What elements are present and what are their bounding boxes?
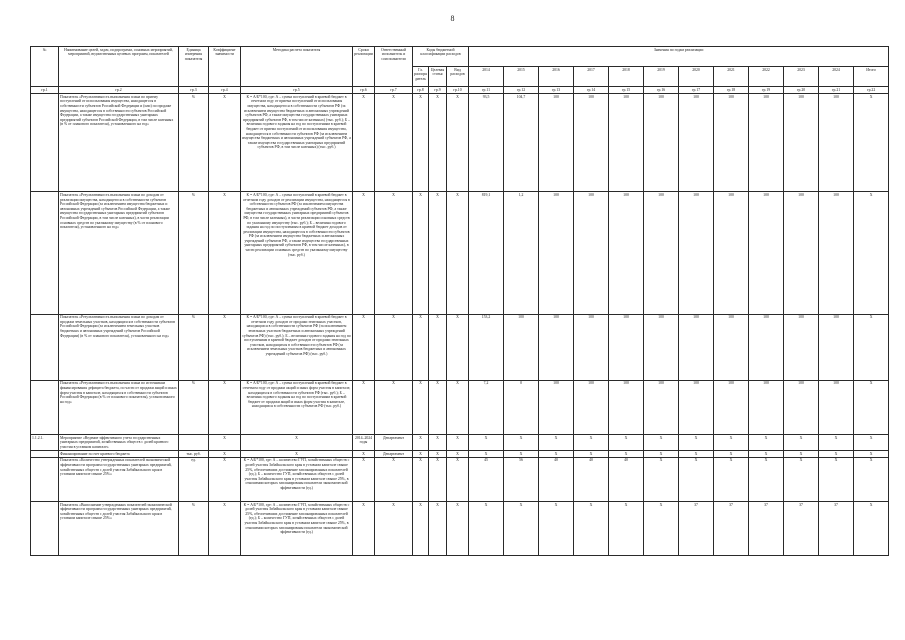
- column-number-19: гр.19: [749, 87, 784, 94]
- row-value-2022: Х: [749, 451, 784, 458]
- row-value-2014: 45: [469, 457, 504, 501]
- row-value-2017: 100: [574, 94, 609, 192]
- hdr-num: №: [31, 47, 59, 87]
- row-value-2018: Х: [609, 434, 644, 450]
- row-budget-code-3: Х: [447, 502, 469, 556]
- row-value-2019: 100: [644, 94, 679, 192]
- row-name: Показатель «Выполнение утвержденных показателей экономической эффективности программ государственных унитарных предприятий, хозяйственных обществ с долей участия Забайкальского края в уставном капитале свыше 25%»: [59, 502, 179, 556]
- hdr-coef: Коэффициент значимости: [209, 47, 241, 87]
- table-row: [31, 192, 889, 314]
- row-budget-code-1: Х: [413, 434, 429, 450]
- row-value-Итого: Х: [854, 434, 889, 450]
- row-unit: %: [179, 94, 209, 192]
- row-value-2018: Х: [609, 502, 644, 556]
- row-value-2016: 100: [539, 314, 574, 380]
- row-budget-code-3: Х: [447, 434, 469, 450]
- column-number-row: [31, 87, 889, 94]
- column-number-3: гр.3: [179, 87, 209, 94]
- row-value-2019: Х: [644, 457, 679, 501]
- row-value-2024: 100: [819, 314, 854, 380]
- row-name: Мероприятие «Ведение эффективного учета государственных унитарных предприятий, хозяйственных обществ с долей краевого участия в уставном капитале»: [59, 434, 179, 450]
- row-number: [31, 192, 59, 314]
- row-value-2015: 100: [504, 314, 539, 380]
- row-budget-code-3: Х: [447, 457, 469, 501]
- hdr-year-10: 2023: [784, 67, 819, 87]
- row-budget-code-2: Х: [429, 457, 447, 501]
- row-budget-code-2: Х: [429, 192, 447, 314]
- row-name: Показатель «Результативность выполнения плана по источникам финансирования дефицита бюджета, по части от продажи акций и иных форм участия в капитале, находящихся в собственности субъектов Российской Федерации (в % от планового показателя), установленного на год»: [59, 380, 179, 434]
- row-value-2021: Х: [714, 457, 749, 501]
- row-value-2016: Х: [539, 502, 574, 556]
- row-value-Итого: Х: [854, 380, 889, 434]
- row-budget-code-3: Х: [447, 192, 469, 314]
- row-value-Итого: Х: [854, 451, 889, 458]
- hdr-year-6: 2019: [644, 67, 679, 87]
- hdr-year-5: 2018: [609, 67, 644, 87]
- row-budget-code-1: Х: [413, 192, 429, 314]
- row-value-2023: 100: [784, 380, 819, 434]
- row-value-2016: 100: [539, 192, 574, 314]
- row-value-2021: 100: [714, 94, 749, 192]
- row-number: 1.1.2.1.: [31, 434, 59, 450]
- column-number-22: гр.22: [854, 87, 889, 94]
- row-value-2023: 37: [784, 502, 819, 556]
- row-value-2019: 100: [644, 192, 679, 314]
- row-value-2015: 1,2: [504, 192, 539, 314]
- row-value-2015: 56: [504, 457, 539, 501]
- page-number: 8: [450, 14, 455, 23]
- row-value-2022: Х: [749, 457, 784, 501]
- row-responsible: Х: [375, 502, 413, 556]
- table-row: [31, 451, 889, 458]
- row-method: Х: [241, 434, 353, 450]
- row-term: 2014–2024 годы: [353, 434, 375, 450]
- row-value-2024: Х: [819, 434, 854, 450]
- hdr-method: Методика расчета показателя: [241, 47, 353, 87]
- row-value-Итого: Х: [854, 502, 889, 556]
- row-value-2023: Х: [784, 457, 819, 501]
- row-coefficient: Х: [209, 502, 241, 556]
- row-unit: [179, 434, 209, 450]
- column-number-4: гр.4: [209, 87, 241, 94]
- table-row: [31, 94, 889, 192]
- row-value-Итого: Х: [854, 314, 889, 380]
- row-value-2020: Х: [679, 451, 714, 458]
- row-value-2017: 40: [574, 457, 609, 501]
- row-budget-code-2: Х: [429, 380, 447, 434]
- row-value-2015: 0: [504, 380, 539, 434]
- row-value-2020: 100: [679, 314, 714, 380]
- row-value-2020: 100: [679, 94, 714, 192]
- row-budget-code-3: Х: [447, 314, 469, 380]
- row-term: Х: [353, 451, 375, 458]
- row-budget-code-1: Х: [413, 502, 429, 556]
- row-method: К = А/Б*100, где: А – количество ГУП, хозяйственных обществ с долей участия Забайкальского края в уставном капитале свыше 25%, обеспечивших достижение запланированных показателей (ед.); Б – количество ГУП, хозяйственных обществ с долей участия Забайкальского края в уставном капитале свыше 25%, в отношении которых запланированы показатели экономической эффективности (ед.): [241, 457, 353, 501]
- hdr-budget-sub-2: Целевая статья: [429, 67, 447, 87]
- row-value-2021: 37: [714, 502, 749, 556]
- row-coefficient: Х: [209, 192, 241, 314]
- row-budget-code-3: Х: [447, 380, 469, 434]
- hdr-budget: Коды бюджетной классификации расходов: [413, 47, 469, 67]
- column-number-16: гр.16: [644, 87, 679, 94]
- row-value-2017: Х: [574, 451, 609, 458]
- row-value-2023: Х: [784, 451, 819, 458]
- row-value-2016: Х: [539, 434, 574, 450]
- hdr-year-2: 2015: [504, 67, 539, 87]
- row-value-2020: Х: [679, 434, 714, 450]
- row-coefficient: Х: [209, 380, 241, 434]
- row-value-2023: 100: [784, 192, 819, 314]
- row-value-2018: 100: [609, 94, 644, 192]
- row-name: Показатель «Результативность выполнения плана по доходам от продажи земельных участков, находящихся в собственности субъектов Российской Федерации (за исключением земельных участков бюджетных и автономных учреждений субъектов Российской Федерации) (в % от планового показателя), установленного на год»: [59, 314, 179, 380]
- row-term: Х: [353, 94, 375, 192]
- row-budget-code-1: Х: [413, 314, 429, 380]
- row-value-2024: 37: [819, 502, 854, 556]
- row-value-2021: 100: [714, 314, 749, 380]
- row-method: К = А/Б*100, где: А – количество ГУП, хозяйственных обществ с долей участия Забайкальского края в уставном капитале свыше 25%, обеспечивших достижение запланированных показателей (ед.); Б – количество ГУП, хозяйственных обществ с долей участия Забайкальского края в уставном капитале свыше 25%, в отношении которых запланированы показатели экономической эффективности (ед.): [241, 502, 353, 556]
- column-number-14: гр.14: [574, 87, 609, 94]
- row-value-2022: 37: [749, 502, 784, 556]
- row-value-2020: Х: [679, 457, 714, 501]
- row-number: [31, 380, 59, 434]
- row-value-2018: 100: [609, 314, 644, 380]
- row-unit: %: [179, 380, 209, 434]
- row-value-2019: Х: [644, 451, 679, 458]
- hdr-year-11: 2024: [819, 67, 854, 87]
- row-value-2016: 100: [539, 94, 574, 192]
- row-value-2019: Х: [644, 502, 679, 556]
- row-budget-code-1: Х: [413, 457, 429, 501]
- row-value-Итого: Х: [854, 192, 889, 314]
- table-row: [31, 380, 889, 434]
- row-responsible: Департамент: [375, 434, 413, 450]
- row-name: Показатель «Результативность выполнения плана по приему поступлений от использования имущества, находящегося в собственности субъектов Российской Федерации и (или) по продаже имущества, находящегося в собственности субъектов Российской Федерации, а также имущества государственных унитарных предприятий субъектов Российской Федерации, в том числе казенных (в % от планового показателя), установленного на год»: [59, 94, 179, 192]
- column-number-1: гр.1: [31, 87, 59, 94]
- row-responsible: Х: [375, 192, 413, 314]
- row-value-2018: 100: [609, 380, 644, 434]
- row-unit: %: [179, 192, 209, 314]
- row-number: [31, 502, 59, 556]
- row-budget-code-2: Х: [429, 451, 447, 458]
- row-value-2016: 40: [539, 457, 574, 501]
- row-term: Х: [353, 502, 375, 556]
- column-number-11: гр.11: [469, 87, 504, 94]
- row-number: [31, 457, 59, 501]
- row-value-2018: Х: [609, 451, 644, 458]
- column-number-21: гр.21: [819, 87, 854, 94]
- row-budget-code-3: Х: [447, 451, 469, 458]
- row-term: Х: [353, 457, 375, 501]
- row-value-2020: 37: [679, 502, 714, 556]
- row-value-2020: 100: [679, 380, 714, 434]
- row-unit: тыс. руб.: [179, 451, 209, 458]
- row-term: Х: [353, 192, 375, 314]
- row-value-2014: 93,5: [469, 94, 504, 192]
- row-number: [31, 94, 59, 192]
- row-value-2019: Х: [644, 434, 679, 450]
- row-coefficient: Х: [209, 457, 241, 501]
- row-value-2021: 100: [714, 192, 749, 314]
- row-responsible: Департамент: [375, 451, 413, 458]
- row-responsible: Х: [375, 94, 413, 192]
- row-value-2023: 100: [784, 94, 819, 192]
- row-value-2024: Х: [819, 457, 854, 501]
- hdr-year-7: 2020: [679, 67, 714, 87]
- row-value-2024: 100: [819, 192, 854, 314]
- column-number-2: гр.2: [59, 87, 179, 94]
- row-value-2024: 100: [819, 380, 854, 434]
- hdr-year-3: 2016: [539, 67, 574, 87]
- row-value-2019: 100: [644, 380, 679, 434]
- column-number-6: гр.6: [353, 87, 375, 94]
- row-term: Х: [353, 380, 375, 434]
- hdr-year-12: Итого: [854, 67, 889, 87]
- row-value-2014: Х: [469, 502, 504, 556]
- column-number-15: гр.15: [609, 87, 644, 94]
- row-responsible: Х: [375, 380, 413, 434]
- table-row: [31, 434, 889, 450]
- row-value-2019: 100: [644, 314, 679, 380]
- column-number-10: гр.10: [447, 87, 469, 94]
- row-responsible: Х: [375, 457, 413, 501]
- row-value-2015: 104,7: [504, 94, 539, 192]
- hdr-resp: Ответственный исполнитель и соисполнители: [375, 47, 413, 87]
- row-value-2015: Х: [504, 434, 539, 450]
- row-budget-code-1: Х: [413, 380, 429, 434]
- row-value-2014: 819,1: [469, 192, 504, 314]
- row-budget-code-1: Х: [413, 94, 429, 192]
- row-name: Показатель «Результативность выполнения плана по доходам от реализации имущества, находящегося в собственности субъектов Российской Федерации (за исключением имущества бюджетных и автономных учреждений субъектов Российской Федерации, а также имущества государственных унитарных предприятий субъектов Российской Федерации, в том числе казенных), в части реализации основных средств по указанному имуществу (в % от планового показателя), установленного на год»: [59, 192, 179, 314]
- row-term: Х: [353, 314, 375, 380]
- row-value-2023: Х: [784, 434, 819, 450]
- column-number-17: гр.17: [679, 87, 714, 94]
- row-value-2018: 100: [609, 192, 644, 314]
- row-method: К = А/Б*100, где: А – сумма поступлений в краевой бюджет в отчетном году от продажи акций и иных форм участия в капитале, находящихся в собственности субъектов РФ (тыс. руб.); Б – величина годового задания на год по поступлениям в краевой бюджет от продажи акций и иных форм участия в капитале, находящихся в собственности субъектов РФ (тыс. руб.): [241, 380, 353, 434]
- row-unit: %: [179, 502, 209, 556]
- column-number-5: гр.5: [241, 87, 353, 94]
- row-value-2015: Х: [504, 502, 539, 556]
- hdr-year-1: 2014: [469, 67, 504, 87]
- row-budget-code-2: Х: [429, 314, 447, 380]
- row-responsible: Х: [375, 314, 413, 380]
- column-number-20: гр.20: [784, 87, 819, 94]
- row-value-2017: 100: [574, 314, 609, 380]
- row-unit: ед.: [179, 457, 209, 501]
- row-value-2022: 100: [749, 192, 784, 314]
- row-value-2017: 100: [574, 380, 609, 434]
- program-table: [30, 46, 889, 556]
- table-row: [31, 502, 889, 556]
- row-value-2017: Х: [574, 502, 609, 556]
- row-budget-code-1: Х: [413, 451, 429, 458]
- column-number-8: гр.8: [413, 87, 429, 94]
- table-row: [31, 314, 889, 380]
- row-name: Показатель «Количество утвержденных показателей экономической эффективности программ государственных унитарных предприятий, хозяйственных обществ с долей участия Забайкальского края в уставном капитале свыше 25%»: [59, 457, 179, 501]
- row-value-2016: Х: [539, 451, 574, 458]
- row-value-2022: 100: [749, 94, 784, 192]
- table-row: [31, 457, 889, 501]
- hdr-unit: Единица измерения показателя: [179, 47, 209, 87]
- row-value-2017: Х: [574, 434, 609, 450]
- row-value-2018: 40: [609, 457, 644, 501]
- row-value-2014: Х: [469, 451, 504, 458]
- row-value-Итого: Х: [854, 457, 889, 501]
- row-budget-code-2: Х: [429, 502, 447, 556]
- hdr-values: Значения по годам реализации: [469, 47, 889, 67]
- column-number-9: гр.9: [429, 87, 447, 94]
- row-value-2021: 100: [714, 380, 749, 434]
- row-value-2014: 7,2: [469, 380, 504, 434]
- hdr-budget-sub-3: Вид расходов: [447, 67, 469, 87]
- row-value-2022: 100: [749, 380, 784, 434]
- row-coefficient: Х: [209, 434, 241, 450]
- row-value-2017: 100: [574, 192, 609, 314]
- row-value-2021: Х: [714, 451, 749, 458]
- hdr-term: Сроки реализации: [353, 47, 375, 87]
- row-value-2016: 100: [539, 380, 574, 434]
- row-method: К = А/Б*100, где: А – сумма поступлений в краевой бюджет в отчетном году от приема поступлений от использования имущества, находящегося в собственности субъектов РФ (за исключением имущества бюджетных и автономных учреждений субъектов РФ, а также имущества государственных унитарных предприятий субъектов РФ, в том числе казенных) (тыс. руб.); Б – величина годового задания на год по поступлениям в краевой бюджет от приема поступлений от использования имущества, находящегося в собственности субъектов РФ (за исключением имущества бюджетных и автономных учреждений субъектов РФ, а также имущества государственных унитарных предприятий субъектов РФ, в том числе казенных) (тыс. руб.): [241, 94, 353, 192]
- row-method: К = А/Б*100, где: А – сумма поступлений в краевой бюджет в отчетном году доходов от продажи земельных участков, находящихся в собственности субъектов РФ (за исключением земельных участков бюджетных и автономных учреждений субъектов РФ) (тыс. руб.); Б – величина годового задания на год по поступлениям в краевой бюджет доходов от продажи земельных участков, находящихся в собственности субъектов РФ (за исключением земельных участков бюджетных и автономных учреждений субъектов РФ) (тыс. руб.): [241, 314, 353, 380]
- hdr-year-8: 2021: [714, 67, 749, 87]
- row-value-2023: 100: [784, 314, 819, 380]
- row-value-2022: 100: [749, 314, 784, 380]
- header-row: [31, 47, 889, 67]
- hdr-name: Наименование целей, задач, подпрограмм, основных мероприятий, мероприятий, ведомственных целевых программ, показателей: [59, 47, 179, 87]
- hdr-budget-sub-1: Гл. распорядитель: [413, 67, 429, 87]
- row-value-2024: Х: [819, 451, 854, 458]
- row-value-2022: Х: [749, 434, 784, 450]
- row-number: [31, 451, 59, 458]
- row-number: [31, 314, 59, 380]
- row-coefficient: Х: [209, 314, 241, 380]
- row-method: К = А/Б*100, где: А – сумма поступлений в краевой бюджет в отчетном году доходов от реализации имущества, находящегося в собственности субъектов РФ (за исключением имущества бюджетных и автономных учреждений субъектов РФ, а также имущества государственных унитарных предприятий субъектов РФ, в том числе казенных), в части реализации основных средств по указанному имуществу (тыс. руб.); Б – величина годового задания на год по поступлениям в краевой бюджет доходов от реализации имущества, находящегося в собственности субъектов РФ (за исключением имущества бюджетных и автономных учреждений субъектов РФ, а также имущества государственных унитарных предприятий субъектов РФ, в том числе казенных), в части реализации основных средств по указанному имуществу (тыс. руб.): [241, 192, 353, 314]
- column-number-12: гр.12: [504, 87, 539, 94]
- row-unit: %: [179, 314, 209, 380]
- row-value-2020: 100: [679, 192, 714, 314]
- row-method: Х: [241, 451, 353, 458]
- row-value-Итого: Х: [854, 94, 889, 192]
- row-value-2021: Х: [714, 434, 749, 450]
- row-value-2015: Х: [504, 451, 539, 458]
- row-value-2014: Х: [469, 434, 504, 450]
- row-budget-code-2: Х: [429, 434, 447, 450]
- column-number-13: гр.13: [539, 87, 574, 94]
- row-name: Финансирование за счет краевого бюджета: [59, 451, 179, 458]
- row-value-2024: 100: [819, 94, 854, 192]
- column-number-18: гр.18: [714, 87, 749, 94]
- column-number-7: гр.7: [375, 87, 413, 94]
- row-value-2014: 153,2: [469, 314, 504, 380]
- row-budget-code-2: Х: [429, 94, 447, 192]
- row-coefficient: Х: [209, 94, 241, 192]
- hdr-year-4: 2017: [574, 67, 609, 87]
- row-coefficient: Х: [209, 451, 241, 458]
- row-budget-code-3: Х: [447, 94, 469, 192]
- hdr-year-9: 2022: [749, 67, 784, 87]
